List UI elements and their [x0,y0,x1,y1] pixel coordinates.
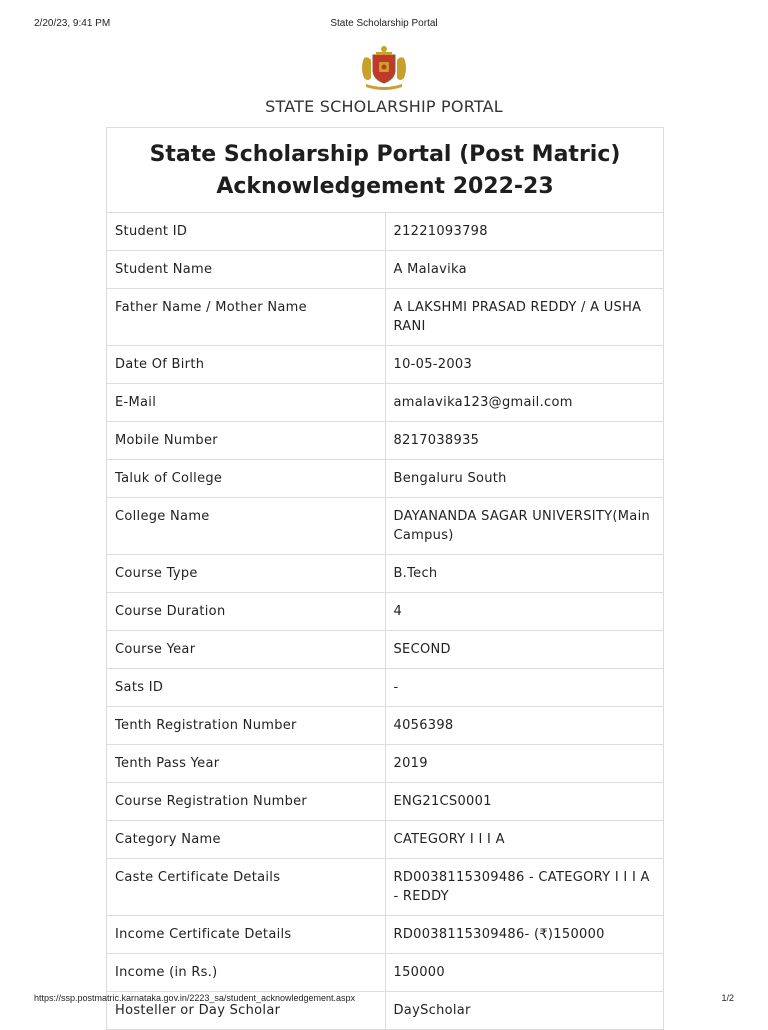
field-value: amalavika123@gmail.com [385,384,664,422]
field-label: Course Duration [107,593,386,631]
field-label: Category Name [107,821,386,859]
field-value: SECOND [385,631,664,669]
field-value: B.Tech [385,555,664,593]
document-title-line2: Acknowledgement 2022-23 [216,174,554,199]
table-row [107,213,664,251]
table-row [107,384,664,422]
field-value: DAYANANDA SAGAR UNIVERSITY(Main Campus) [385,498,664,555]
table-row [107,954,664,992]
field-label: Course Registration Number [107,783,386,821]
acknowledgement-table [106,127,664,1030]
print-datetime: 2/20/23, 9:41 PM [34,18,111,29]
field-label: Course Type [107,555,386,593]
field-label: Student ID [107,213,386,251]
table-row [107,783,664,821]
field-value: 10-05-2003 [385,346,664,384]
table-row [107,422,664,460]
field-value: RD0038115309486- (₹)150000 [385,916,664,954]
field-value: 8217038935 [385,422,664,460]
table-row [107,498,664,555]
print-url: https://ssp.postmatric.karnataka.gov.in/2223_sa/student_acknowledgement.aspx [34,993,356,1003]
field-label: Student Name [107,251,386,289]
print-footer [34,993,734,1007]
field-label: Mobile Number [107,422,386,460]
field-label: Tenth Pass Year [107,745,386,783]
print-header [34,18,734,32]
field-value: 2019 [385,745,664,783]
table-row [107,346,664,384]
table-row [107,460,664,498]
table-row [107,707,664,745]
print-page-number: 1/2 [721,993,734,1003]
field-label: Income (in Rs.) [107,954,386,992]
field-value: A Malavika [385,251,664,289]
field-value: ENG21CS0001 [385,783,664,821]
table-row [107,289,664,346]
field-label: Father Name / Mother Name [107,289,386,346]
field-label: Course Year [107,631,386,669]
portal-heading: STATE SCHOLARSHIP PORTAL [265,97,503,116]
document-title [107,128,664,213]
field-value: 4 [385,593,664,631]
field-label: Hosteller or Day Scholar [107,992,386,1030]
field-label: Tenth Registration Number [107,707,386,745]
table-row [107,593,664,631]
table-row [107,669,664,707]
field-label: Sats ID [107,669,386,707]
table-row [107,745,664,783]
table-row [107,631,664,669]
table-row [107,555,664,593]
field-value: 21221093798 [385,213,664,251]
field-value: 4056398 [385,707,664,745]
document-title-line1: State Scholarship Portal (Post Matric) [149,142,621,167]
table-row [107,916,664,954]
field-value: DayScholar [385,992,664,1030]
field-label: E-Mail [107,384,386,422]
field-value: - [385,669,664,707]
field-value: CATEGORY I I I A [385,821,664,859]
field-label: Date Of Birth [107,346,386,384]
field-label: Income Certificate Details [107,916,386,954]
karnataka-emblem-icon [358,44,410,92]
field-value: A LAKSHMI PRASAD REDDY / A USHA RANI [385,289,664,346]
field-value: 150000 [385,954,664,992]
title-row [107,128,664,213]
table-row [107,821,664,859]
table-row [107,251,664,289]
field-label: Caste Certificate Details [107,859,386,916]
field-value: Bengaluru South [385,460,664,498]
field-label: Taluk of College [107,460,386,498]
field-label: College Name [107,498,386,555]
print-page-title: State Scholarship Portal [330,18,438,29]
table-row [107,859,664,916]
field-value: RD0038115309486 - CATEGORY I I I A - REDDY [385,859,664,916]
